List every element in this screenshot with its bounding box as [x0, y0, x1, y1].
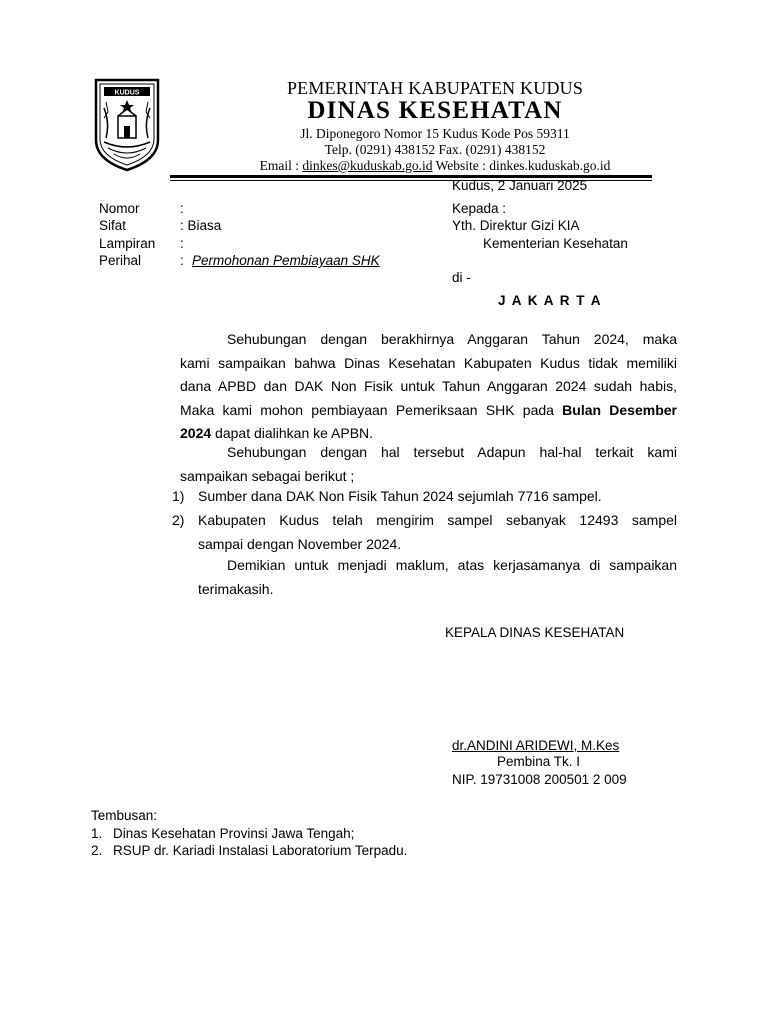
- list-item: [172, 509, 677, 557]
- list-item: [172, 485, 677, 509]
- list-item-number: 2): [172, 512, 185, 528]
- paragraph-1-line-5-text: dapat dialihkan ke APBN.: [211, 425, 374, 441]
- bold-month: Bulan Desember: [562, 401, 677, 418]
- government-name: PEMERINTAH KABUPATEN KUDUS: [286, 78, 584, 98]
- bold-year: 2024: [180, 425, 212, 441]
- sifat-label: Sifat: [99, 218, 127, 233]
- department-name: DINAS KESEHATAN: [307, 97, 563, 124]
- letter-date: Kudus, 2 Januari 2025: [452, 178, 588, 193]
- department-address: Jl. Diponegoro Nomor 15 Kudus Kode Pos 59311: [300, 126, 570, 141]
- closing-line-1: Demikian untuk menjadi maklum, atas kerjasamanya di sampaikan: [227, 557, 677, 573]
- nomor-label: Nomor: [99, 201, 140, 216]
- svg-text:KUDUS: KUDUS: [114, 89, 140, 97]
- recipient-line-1: Yth. Direktur Gizi KIA: [452, 218, 580, 233]
- paragraph-1-line-1: Sehubungan dengan berakhirnya Anggaran Tahun 2024, maka: [227, 331, 677, 347]
- kudus-coat-of-arms-logo: [94, 78, 160, 172]
- tembusan-item: Dinas Kesehatan Provinsi Jawa Tengah;: [113, 826, 355, 841]
- lampiran-value: :: [180, 236, 184, 251]
- body-paragraph-1: [180, 328, 677, 446]
- closing-paragraph: [198, 554, 677, 601]
- paragraph-1-line-4-text: Maka kami mohon pembiayaan Pemeriksaan SHK pada: [180, 401, 563, 418]
- body-paragraph-2: [180, 441, 677, 488]
- recipient-kepada: Kepada :: [452, 201, 507, 216]
- perihal-label: Perihal: [99, 253, 142, 268]
- website-text: Website : dinkes.kuduskab.go.id: [432, 158, 611, 173]
- nomor-value: :: [180, 201, 184, 216]
- tembusan-item-number: 2.: [91, 843, 103, 858]
- signatory-nip: NIP. 19731008 200501 2 009: [452, 772, 627, 787]
- closing-line-2: terimakasih.: [198, 580, 274, 597]
- paragraph-1-line-4: [180, 399, 677, 423]
- email-link[interactable]: dinkes@kuduskab.go.id: [302, 158, 433, 173]
- tembusan-item: RSUP dr. Kariadi Instalasi Laboratorium Terpadu.: [113, 843, 408, 858]
- paragraph-2-line-1: Sehubungan dengan hal tersebut Adapun hal-hal terkait kami: [227, 444, 677, 460]
- signatory-title: KEPALA DINAS KESEHATAN: [445, 625, 625, 640]
- recipient-line-2: Kementerian Kesehatan: [483, 236, 628, 251]
- recipient-city: J A K A R T A: [498, 293, 603, 308]
- department-contact: [170, 158, 700, 174]
- list-item-text-line-1: Kabupaten Kudus telah mengirim sampel sebanyak 12493 sampel: [198, 512, 677, 528]
- list-item-number: 1): [172, 488, 185, 504]
- signatory-rank: Pembina Tk. I: [497, 754, 581, 769]
- tembusan-item-number: 1.: [91, 826, 103, 841]
- lampiran-label: Lampiran: [99, 236, 156, 251]
- list-item-text-line-2: sampai dengan November 2024.: [198, 535, 402, 552]
- recipient-di: di -: [452, 270, 471, 285]
- sifat-value: : Biasa: [180, 218, 222, 233]
- tembusan-label: Tembusan:: [91, 808, 158, 823]
- perihal-value: Permohonan Pembiayaan SHK: [192, 253, 380, 268]
- perihal-colon: :: [180, 253, 184, 268]
- email-label: Email :: [259, 158, 303, 173]
- list-item-text: Sumber dana DAK Non Fisik Tahun 2024 sejumlah 7716 sampel.: [198, 488, 602, 504]
- paragraph-1-line-2: kami sampaikan bahwa Dinas Kesehatan Kabupaten Kudus tidak memiliki: [180, 354, 677, 371]
- paragraph-2-line-2: sampaikan sebagai berikut ;: [180, 467, 355, 484]
- signatory-name: dr.ANDINI ARIDEWI, M.Kes: [452, 738, 620, 753]
- department-phone: Telp. (0291) 438152 Fax. (0291) 438152: [324, 142, 546, 157]
- paragraph-1-line-3: dana APBD dan DAK Non Fisik untuk Tahun Anggaran 2024 sudah habis,: [180, 378, 677, 394]
